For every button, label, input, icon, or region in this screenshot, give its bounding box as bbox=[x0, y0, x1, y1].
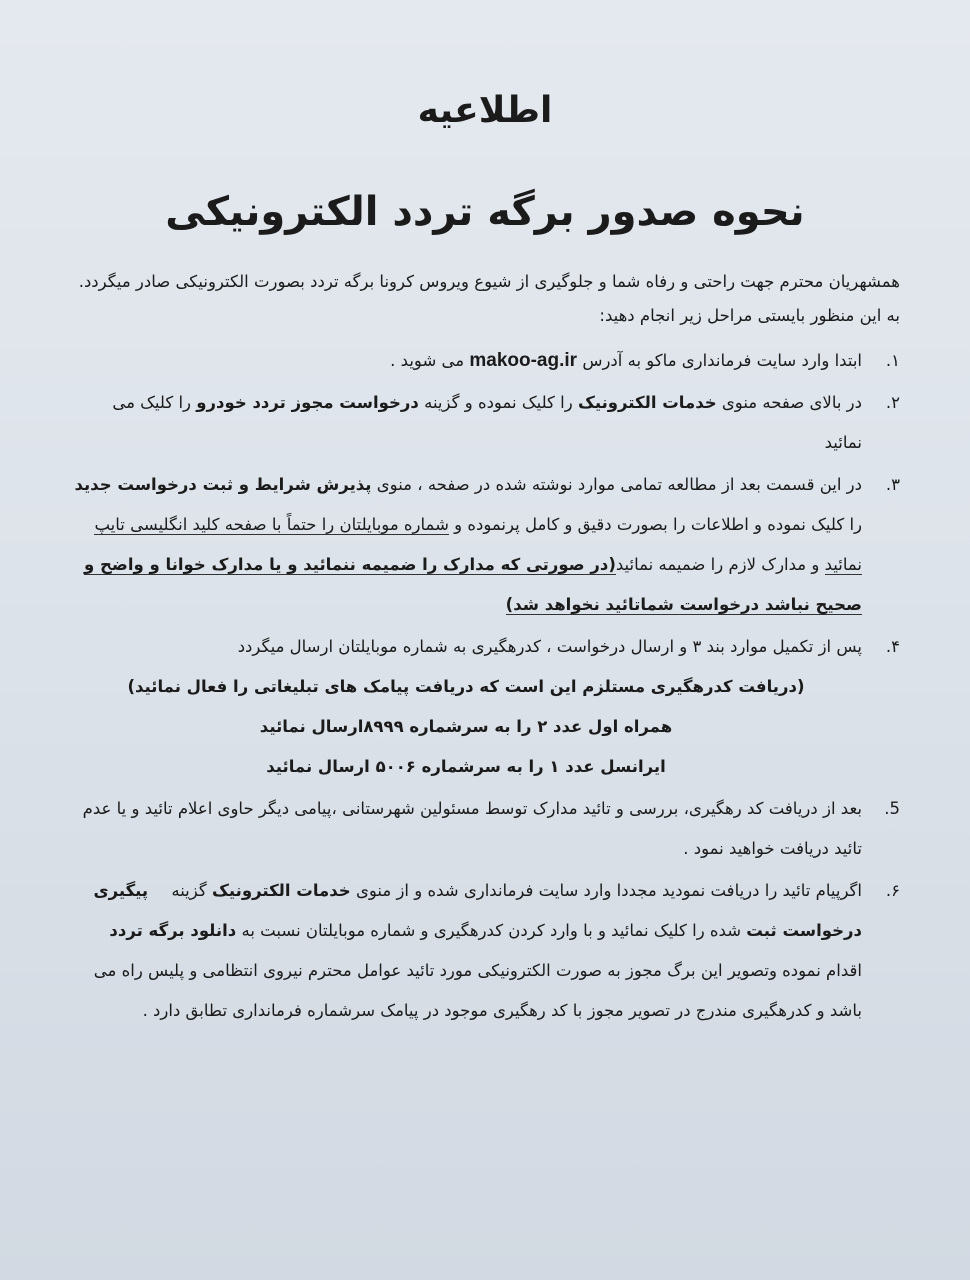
operator-instruction-mci: همراه اول عدد ۲ را به سرشماره ۸۹۹۹ارسال نمائید bbox=[259, 717, 673, 736]
step-number: ۱. bbox=[885, 351, 900, 370]
step-2 bbox=[70, 383, 900, 463]
step-number: ۲. bbox=[885, 393, 900, 412]
step-text: بعد از دریافت کد رهگیری، بررسی و تائید مدارک توسط مسئولین شهرستانی ،پیامی دیگر حاوی اعلام تائید و یا عدم تائید دریافت خواهید نمود . bbox=[82, 799, 862, 858]
step-text: در این قسمت بعد از مطالعه تمامی موارد نوشته شده در صفحه ، منوی bbox=[376, 475, 862, 494]
option-name: پیگیری درخواست ثبت bbox=[93, 881, 862, 940]
intro-text: همشهریان محترم جهت راحتی و رفاه شما و جلوگیری از شیوع ویروس کرونا برگه تردد بصورت الکترونیکی صادر میگردد. bbox=[78, 272, 900, 291]
notice-title: نحوه صدور برگه تردد الکترونیکی bbox=[165, 189, 805, 235]
underlined-note: شماره موبایلتان را حتماً با صفحه کلید انگلیسی تایپ نمائید bbox=[94, 515, 862, 574]
menu-name: خدمات الکترونیک bbox=[212, 881, 351, 900]
sms-activation-note: (دریافت کدرهگیری مستلزم این است که دریافت پیامک های تبلیغاتی را فعال نمائید) bbox=[127, 677, 805, 696]
step-number: 5. bbox=[884, 799, 900, 818]
menu-name: پذیرش شرایط و ثبت درخواست جدید bbox=[74, 475, 372, 494]
download-option: دانلود برگه تردد bbox=[109, 921, 237, 940]
intro-paragraph bbox=[70, 265, 900, 333]
notice-heading: اطلاعیه bbox=[417, 90, 553, 131]
step-1 bbox=[70, 341, 900, 381]
menu-name: خدمات الکترونیک bbox=[577, 393, 717, 412]
steps-list bbox=[70, 341, 900, 1031]
step-number: ۴. bbox=[885, 637, 900, 656]
step-number: ۶. bbox=[885, 881, 900, 900]
step-text: اقدام نموده وتصویر این برگ مجوز به صورت الکترونیکی مورد تائید عوامل محترم نیروی انتظامی و پلیس راه می باشد و کدرهگیری مندرج در تصویر مجوز با کد رهگیری موجود در پیامک سرشماره فرمانداری تطابق دارد . bbox=[93, 961, 862, 1020]
step-text: را کلیک نموده و اطلاعات را بصورت دقیق و کامل پرنموده و bbox=[454, 515, 862, 534]
step-text: شده را کلیک نمائید و با وارد کردن کدرهگیری و شماره موبایلتان نسبت به bbox=[241, 921, 742, 940]
step-6 bbox=[70, 871, 900, 1031]
warning-note: (در صورتی که مدارک را ضمیمه ننمائید و یا مدارک خوانا و واضح و صحیح نباشد درخواست شماتائید نخواهد شد) bbox=[84, 555, 862, 614]
step-text: پس از تکمیل موارد بند ۳ و ارسال درخواست ، کدرهگیری به شماره موبایلتان ارسال میگردد bbox=[237, 637, 862, 656]
step-text: اگرپیام تائید را دریافت نمودید مجددا وارد سایت فرمانداری شده و از منوی bbox=[355, 881, 862, 900]
step-4 bbox=[70, 627, 900, 787]
step-text: را کلیک نموده و گزینه bbox=[424, 393, 573, 412]
step-text: گزینه bbox=[171, 881, 207, 900]
intro-instruction: به این منظور بایستی مراحل زیر انجام دهید: bbox=[599, 306, 900, 325]
step-text: می شوید . bbox=[390, 351, 465, 370]
option-name: درخواست مجوز تردد خودرو bbox=[196, 393, 419, 412]
step-number: ۳. bbox=[885, 475, 900, 494]
step-3 bbox=[70, 465, 900, 625]
step-text: را کلیک می نمائید bbox=[112, 393, 862, 452]
step-text: در بالای صفحه منوی bbox=[721, 393, 862, 412]
operator-instruction-irancell: ایرانسل عدد ۱ را به سرشماره ۵۰۰۶ ارسال نمائید bbox=[266, 757, 666, 776]
notice-sheet bbox=[70, 60, 900, 1033]
step-text: و مدارک لازم را ضمیمه نمائید bbox=[615, 555, 820, 574]
site-url: makoo-ag.ir bbox=[469, 350, 578, 371]
step-5 bbox=[70, 789, 900, 869]
step-text: ابتدا وارد سایت فرمانداری ماکو به آدرس bbox=[582, 351, 862, 370]
